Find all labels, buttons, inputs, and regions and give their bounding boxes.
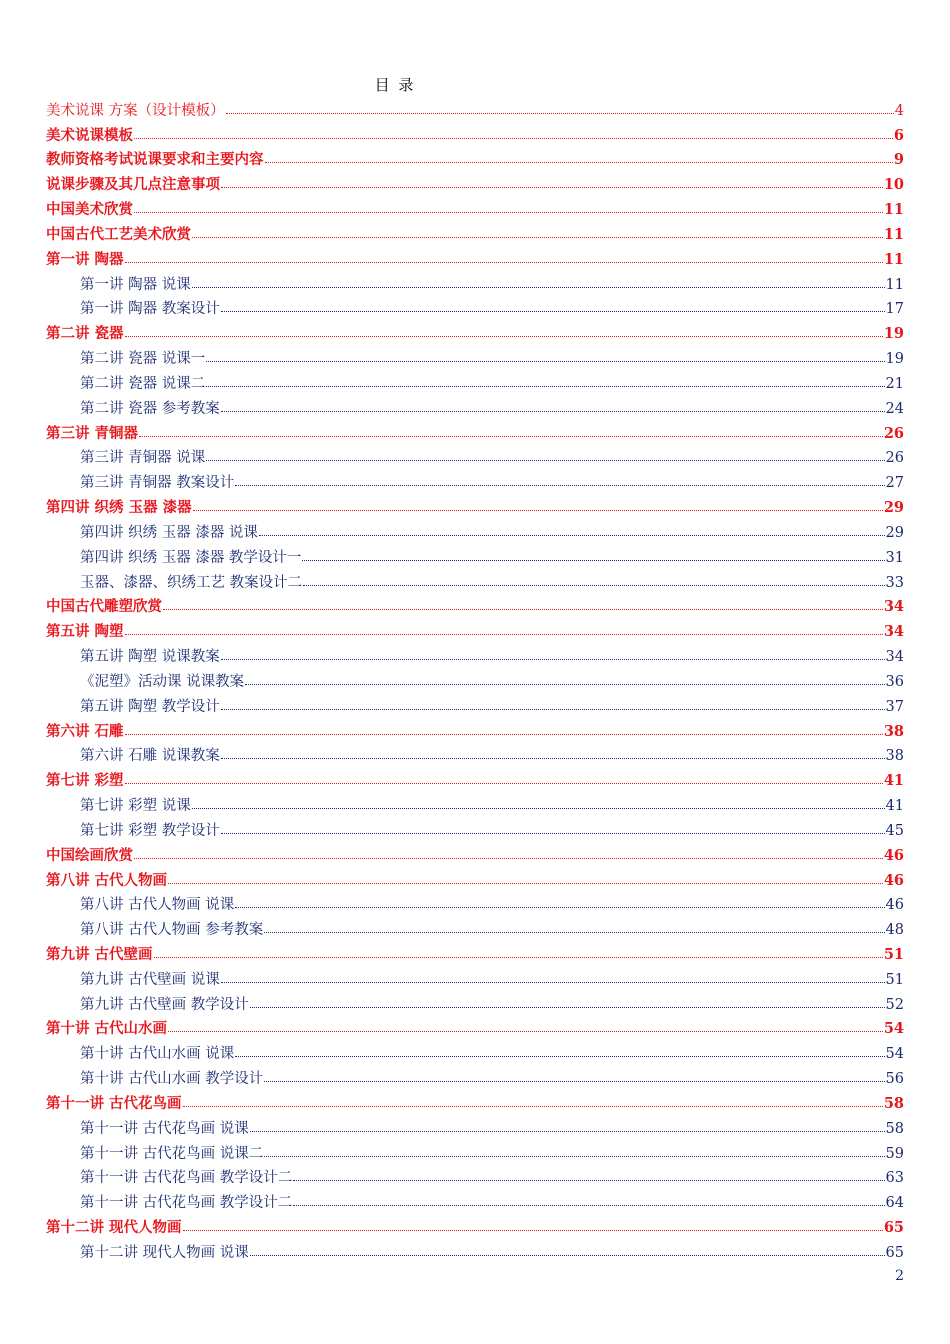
toc-heading-entry[interactable]: [46, 1090, 904, 1115]
toc-entry-label: 第八讲 古代人物画 说课: [80, 897, 235, 914]
toc-heading-entry[interactable]: [46, 718, 904, 743]
dot-leader: [154, 956, 883, 958]
toc-sub-entry[interactable]: [46, 966, 904, 991]
toc-entry-page: 46: [885, 897, 904, 914]
dot-leader: [221, 310, 885, 312]
toc-entry-page: 48: [885, 922, 904, 939]
toc-entry-label: 第十讲 古代山水画 说课: [80, 1046, 235, 1063]
toc-entry-label: 第四讲 织绣 玉器 漆器 教学设计一: [80, 549, 302, 566]
dot-leader: [303, 584, 884, 586]
toc-heading-entry[interactable]: [46, 171, 904, 196]
dot-leader: [235, 1055, 884, 1057]
dot-leader: [264, 1155, 884, 1157]
dot-leader: [221, 658, 885, 660]
toc-entry-page: 21: [885, 375, 904, 392]
toc-heading-entry[interactable]: [46, 420, 904, 445]
toc-sub-entry[interactable]: [46, 916, 904, 941]
toc-entry-label: 中国古代雕塑欣赏: [46, 598, 162, 616]
toc-entry-label: 说课步骤及其几点注意事项: [46, 176, 220, 194]
dot-leader: [125, 261, 883, 263]
toc-entry-label: 第十二讲 现代人物画 说课: [80, 1244, 249, 1261]
dot-leader: [168, 882, 883, 884]
dot-leader: [221, 757, 885, 759]
toc-entry-page: 29: [883, 499, 904, 517]
toc-sub-entry[interactable]: [46, 643, 904, 668]
toc-entry-label: 第十一讲 古代花鸟画 教学设计二: [80, 1170, 293, 1187]
dot-leader: [250, 1006, 885, 1008]
toc-heading-entry[interactable]: [46, 320, 904, 345]
dot-leader: [125, 633, 883, 635]
toc-entry-label: 教师资格考试说课要求和主要内容: [46, 151, 264, 169]
toc-entry-page: 26: [885, 450, 904, 467]
dot-leader: [168, 1030, 883, 1032]
toc-entry-label: 第九讲 古代壁画 教学设计: [80, 996, 249, 1013]
toc-entry-label: 第一讲 陶器 说课: [80, 276, 191, 293]
toc-entry-label: 第十二讲 现代人物画: [46, 1219, 182, 1237]
toc-sub-entry[interactable]: [46, 1189, 904, 1214]
toc-entry-page: 11: [885, 276, 904, 293]
toc-entry-label: 第五讲 陶塑 教学设计: [80, 698, 220, 715]
toc-sub-entry[interactable]: [46, 345, 904, 370]
toc-sub-entry[interactable]: [46, 445, 904, 470]
toc-sub-entry[interactable]: [46, 668, 904, 693]
toc-heading-entry[interactable]: [46, 97, 904, 122]
dot-leader: [139, 435, 883, 437]
toc-entry-page: 4: [894, 102, 904, 119]
toc-heading-entry[interactable]: [46, 941, 904, 966]
dot-leader: [235, 484, 884, 486]
toc-entry-label: 第三讲 青铜器 说课: [80, 450, 206, 467]
toc-entry-page: 36: [885, 673, 904, 690]
toc-entry-label: 第十一讲 古代花鸟画 说课: [80, 1120, 249, 1137]
toc-sub-entry[interactable]: [46, 693, 904, 718]
toc-heading-entry[interactable]: [46, 221, 904, 246]
toc-entry-page: 11: [883, 201, 904, 219]
dot-leader: [221, 186, 883, 188]
toc-entry-label: 第六讲 石雕 说课教案: [80, 748, 220, 765]
toc-heading-entry[interactable]: [46, 246, 904, 271]
toc-entry-page: 38: [885, 748, 904, 765]
toc-heading-entry[interactable]: [46, 494, 904, 519]
toc-entry-label: 第七讲 彩塑: [46, 772, 124, 790]
toc-heading-entry[interactable]: [46, 122, 904, 147]
toc-sub-entry[interactable]: [46, 519, 904, 544]
toc-entry-page: 54: [883, 1020, 904, 1038]
dot-leader: [293, 1204, 884, 1206]
dot-leader: [192, 807, 885, 809]
toc-entry-page: 46: [883, 846, 904, 864]
toc-entry-label: 《泥塑》活动课 说课教案: [80, 673, 245, 690]
dot-leader: [192, 286, 885, 288]
dot-leader: [134, 137, 893, 139]
toc-entry-page: 58: [883, 1094, 904, 1112]
dot-leader: [235, 906, 884, 908]
dot-leader: [250, 1254, 885, 1256]
toc-entry-label: 第四讲 织绣 玉器 漆器: [46, 499, 192, 517]
toc-entry-page: 64: [885, 1195, 904, 1212]
toc-sub-entry[interactable]: [46, 544, 904, 569]
toc-entry-label: 第一讲 陶器: [46, 250, 124, 268]
toc-entry-label: 第五讲 陶塑 说课教案: [80, 649, 220, 666]
toc-entry-page: 24: [885, 400, 904, 417]
toc-entry-page: 29: [885, 524, 904, 541]
toc-entry-label: 第二讲 瓷器 参考教案: [80, 400, 220, 417]
dot-leader: [302, 559, 884, 561]
toc-sub-entry[interactable]: [46, 817, 904, 842]
dot-leader: [163, 608, 883, 610]
dot-leader: [250, 1130, 885, 1132]
dot-leader: [206, 459, 884, 461]
dot-leader: [183, 1229, 883, 1231]
dot-leader: [183, 1105, 883, 1107]
toc-sub-entry[interactable]: [46, 1115, 904, 1140]
toc-entry-page: 11: [883, 250, 904, 268]
toc-entry-page: 11: [883, 225, 904, 243]
toc-entry-page: 56: [885, 1071, 904, 1088]
toc-entry-page: 17: [885, 301, 904, 318]
toc-entry-page: 52: [885, 996, 904, 1013]
toc-entry-label: 第八讲 古代人物画 参考教案: [80, 922, 264, 939]
toc-entry-page: 54: [885, 1046, 904, 1063]
toc-heading-entry[interactable]: [46, 618, 904, 643]
dot-leader: [221, 981, 885, 983]
toc-entry-page: 34: [883, 598, 904, 616]
toc-sub-entry[interactable]: [46, 395, 904, 420]
toc-entry-page: 41: [883, 772, 904, 790]
dot-leader: [221, 410, 885, 412]
toc-heading-entry[interactable]: [46, 196, 904, 221]
toc-heading-entry[interactable]: [46, 1214, 904, 1239]
toc-entry-label: 第十一讲 古代花鸟画 教学设计二: [80, 1195, 293, 1212]
toc-entry-label: 第十讲 古代山水画: [46, 1020, 168, 1038]
toc-sub-entry[interactable]: [46, 1239, 904, 1264]
toc-entry-page: 9: [893, 151, 904, 169]
toc-entry-label: 第二讲 瓷器 说课一: [80, 351, 206, 368]
toc-entry-label: 第十一讲 古代花鸟画: [46, 1094, 182, 1112]
toc-sub-entry[interactable]: [46, 1140, 904, 1165]
page-number: 2: [895, 1268, 904, 1284]
toc-sub-entry[interactable]: [46, 892, 904, 917]
dot-leader: [245, 683, 884, 685]
toc-entry-page: 33: [885, 574, 904, 591]
toc-entry-label: 第四讲 织绣 玉器 漆器 说课: [80, 524, 258, 541]
dot-leader: [264, 1080, 884, 1082]
toc-entry-label: 第七讲 彩塑 说课: [80, 798, 191, 815]
toc-sub-entry[interactable]: [46, 792, 904, 817]
toc-entry-page: 45: [885, 822, 904, 839]
toc-entry-page: 10: [883, 176, 904, 194]
toc-entry-label: 美术说课 方案（设计模板）: [46, 102, 225, 119]
toc-sub-entry[interactable]: [46, 743, 904, 768]
toc-entry-page: 19: [883, 325, 904, 343]
dot-leader: [206, 360, 884, 362]
toc-entry-label: 玉器、漆器、织绣工艺 教案设计二: [80, 574, 303, 591]
toc-entry-label: 第二讲 瓷器 说课二: [80, 375, 206, 392]
toc-sub-entry[interactable]: [46, 469, 904, 494]
toc-entry-label: 第十一讲 古代花鸟画 说课二: [80, 1145, 264, 1162]
toc-entry-page: 63: [885, 1170, 904, 1187]
toc-entry-label: 第九讲 古代壁画 说课: [80, 971, 220, 988]
toc-entry-label: 第三讲 青铜器 教案设计: [80, 475, 235, 492]
toc-title: 目 录: [374, 76, 416, 94]
toc-entry-page: 26: [883, 424, 904, 442]
toc-entry-page: 37: [885, 698, 904, 715]
toc-entry-page: 65: [885, 1244, 904, 1261]
toc-entry-page: 65: [883, 1219, 904, 1237]
dot-leader: [226, 112, 894, 114]
dot-leader: [221, 708, 885, 710]
toc-entry-page: 59: [885, 1145, 904, 1162]
dot-leader: [206, 385, 884, 387]
dot-leader: [134, 211, 883, 213]
toc-entry-page: 27: [885, 475, 904, 492]
toc-entry-page: 38: [883, 722, 904, 740]
dot-leader: [125, 733, 883, 735]
toc-entry-page: 58: [885, 1120, 904, 1137]
toc-entry-page: 51: [883, 945, 904, 963]
toc-entry-label: 第一讲 陶器 教案设计: [80, 301, 220, 318]
dot-leader: [134, 857, 883, 859]
toc-entry-page: 46: [883, 871, 904, 889]
toc-entry-label: 第二讲 瓷器: [46, 325, 124, 343]
toc-entry-page: 34: [885, 649, 904, 666]
toc-sub-entry[interactable]: [46, 296, 904, 321]
toc-entry-label: 第五讲 陶塑: [46, 623, 124, 641]
dot-leader: [125, 335, 883, 337]
toc-heading-entry[interactable]: [46, 1016, 904, 1041]
toc-sub-entry[interactable]: [46, 1065, 904, 1090]
dot-leader: [193, 509, 883, 511]
toc-sub-entry[interactable]: [46, 569, 904, 594]
toc-entry-page: 6: [893, 126, 904, 144]
toc-entry-page: 41: [885, 798, 904, 815]
toc-sub-entry[interactable]: [46, 1040, 904, 1065]
toc-sub-entry[interactable]: [46, 370, 904, 395]
dot-leader: [125, 782, 883, 784]
dot-leader: [265, 161, 893, 163]
toc-heading-entry[interactable]: [46, 767, 904, 792]
toc-heading-entry[interactable]: [46, 867, 904, 892]
toc-heading-entry[interactable]: [46, 842, 904, 867]
toc-entry-page: 19: [885, 351, 904, 368]
toc-entry-page: 31: [885, 549, 904, 566]
toc-heading-entry[interactable]: [46, 594, 904, 619]
dot-leader: [221, 832, 885, 834]
dot-leader: [259, 534, 885, 536]
toc-entry-label: 第十讲 古代山水画 教学设计: [80, 1071, 264, 1088]
dot-leader: [293, 1179, 884, 1181]
toc-sub-entry[interactable]: [46, 991, 904, 1016]
toc-entry-label: 第六讲 石雕: [46, 722, 124, 740]
toc-entry-page: 34: [883, 623, 904, 641]
toc-entry-label: 第九讲 古代壁画: [46, 945, 153, 963]
toc-entry-page: 51: [885, 971, 904, 988]
toc-entry-label: 中国古代工艺美术欣赏: [46, 225, 191, 243]
toc-entry-label: 第三讲 青铜器: [46, 424, 139, 442]
dot-leader: [192, 236, 883, 238]
toc-sub-entry[interactable]: [46, 1165, 904, 1190]
toc-heading-entry[interactable]: [46, 147, 904, 172]
toc-entry-label: 中国美术欣赏: [46, 201, 133, 219]
toc-entry-label: 中国绘画欣赏: [46, 846, 133, 864]
table-of-contents: [46, 97, 904, 1264]
toc-entry-label: 美术说课模板: [46, 126, 133, 144]
toc-entry-label: 第八讲 古代人物画: [46, 871, 168, 889]
toc-entry-label: 第七讲 彩塑 教学设计: [80, 822, 220, 839]
dot-leader: [264, 931, 884, 933]
toc-sub-entry[interactable]: [46, 271, 904, 296]
